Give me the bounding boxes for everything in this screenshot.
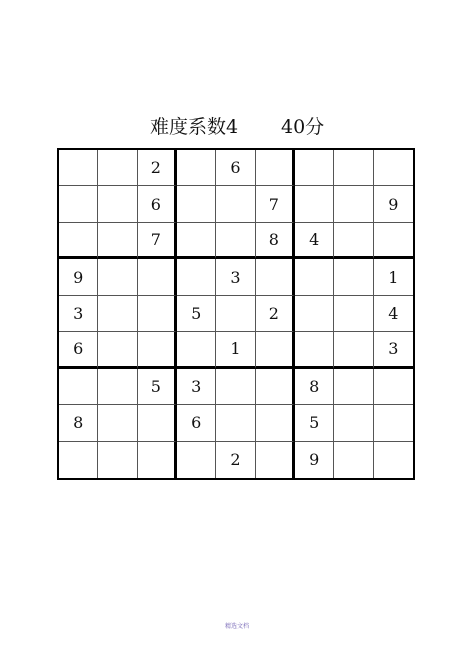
sudoku-cell-r1-c1[interactable] [59, 150, 98, 186]
sudoku-cell-r5-c5[interactable] [216, 296, 255, 332]
sudoku-cell-r9-c1[interactable] [59, 442, 98, 478]
sudoku-cell-r4-c8[interactable] [334, 259, 373, 295]
sudoku-cell-r7-c7[interactable]: 8 [295, 369, 334, 405]
sudoku-cell-r9-c3[interactable] [138, 442, 177, 478]
sudoku-cell-r2-c7[interactable] [295, 186, 334, 222]
sudoku-cell-r6-c3[interactable] [138, 332, 177, 368]
sudoku-cell-r4-c9[interactable]: 1 [374, 259, 413, 295]
sudoku-cell-r8-c4[interactable]: 6 [177, 405, 216, 441]
footer-label: 精选文档 [224, 623, 249, 630]
sudoku-cell-r5-c3[interactable] [138, 296, 177, 332]
sudoku-cell-r8-c7[interactable]: 5 [295, 405, 334, 441]
sudoku-cell-r7-c5[interactable] [216, 369, 255, 405]
sudoku-cell-r1-c6[interactable] [256, 150, 295, 186]
sudoku-cell-r3-c6[interactable]: 8 [256, 223, 295, 259]
sudoku-cell-r4-c2[interactable] [98, 259, 137, 295]
sudoku-board [57, 148, 415, 480]
sudoku-cell-r6-c7[interactable] [295, 332, 334, 368]
sudoku-cell-r7-c3[interactable]: 5 [138, 369, 177, 405]
sudoku-cell-r3-c7[interactable]: 4 [295, 223, 334, 259]
sudoku-cell-r9-c5[interactable]: 2 [216, 442, 255, 478]
sudoku-cell-r2-c3[interactable]: 6 [138, 186, 177, 222]
sudoku-cell-r6-c1[interactable]: 6 [59, 332, 98, 368]
sudoku-cell-r4-c3[interactable] [138, 259, 177, 295]
sudoku-cell-r1-c9[interactable] [374, 150, 413, 186]
sudoku-cell-r4-c7[interactable] [295, 259, 334, 295]
sudoku-cell-r7-c2[interactable] [98, 369, 137, 405]
sudoku-cell-r4-c6[interactable] [256, 259, 295, 295]
sudoku-cell-r5-c9[interactable]: 4 [374, 296, 413, 332]
sudoku-cell-r9-c7[interactable]: 9 [295, 442, 334, 478]
sudoku-cell-r4-c1[interactable]: 9 [59, 259, 98, 295]
sudoku-cell-r2-c5[interactable] [216, 186, 255, 222]
sudoku-cell-r8-c9[interactable] [374, 405, 413, 441]
difficulty-title: 难度系数4 [150, 116, 239, 138]
sudoku-cell-r2-c8[interactable] [334, 186, 373, 222]
sudoku-cell-r8-c2[interactable] [98, 405, 137, 441]
sudoku-cell-r2-c1[interactable] [59, 186, 98, 222]
sudoku-cell-r5-c4[interactable]: 5 [177, 296, 216, 332]
sudoku-cell-r2-c6[interactable]: 7 [256, 186, 295, 222]
sudoku-cell-r7-c6[interactable] [256, 369, 295, 405]
sudoku-cell-r8-c5[interactable] [216, 405, 255, 441]
sudoku-cell-r3-c1[interactable] [59, 223, 98, 259]
sudoku-cell-r8-c8[interactable] [334, 405, 373, 441]
sudoku-cell-r3-c9[interactable] [374, 223, 413, 259]
sudoku-cell-r6-c5[interactable]: 1 [216, 332, 255, 368]
sudoku-cell-r5-c7[interactable] [295, 296, 334, 332]
sudoku-cell-r9-c4[interactable] [177, 442, 216, 478]
sudoku-cell-r5-c8[interactable] [334, 296, 373, 332]
sudoku-cell-r9-c2[interactable] [98, 442, 137, 478]
sudoku-cell-r3-c8[interactable] [334, 223, 373, 259]
sudoku-cell-r3-c2[interactable] [98, 223, 137, 259]
sudoku-cell-r1-c4[interactable] [177, 150, 216, 186]
sudoku-cell-r4-c5[interactable]: 3 [216, 259, 255, 295]
sudoku-cell-r1-c2[interactable] [98, 150, 137, 186]
sudoku-cell-r2-c2[interactable] [98, 186, 137, 222]
score-title: 40分 [281, 116, 325, 138]
sudoku-cell-r6-c9[interactable]: 3 [374, 332, 413, 368]
sudoku-cell-r1-c3[interactable]: 2 [138, 150, 177, 186]
sudoku-cell-r5-c1[interactable]: 3 [59, 296, 98, 332]
sudoku-cell-r8-c1[interactable]: 8 [59, 405, 98, 441]
sudoku-cell-r6-c8[interactable] [334, 332, 373, 368]
sudoku-cell-r6-c6[interactable] [256, 332, 295, 368]
sudoku-cell-r1-c8[interactable] [334, 150, 373, 186]
sudoku-cell-r3-c4[interactable] [177, 223, 216, 259]
sudoku-cell-r6-c4[interactable] [177, 332, 216, 368]
sudoku-cell-r3-c5[interactable] [216, 223, 255, 259]
sudoku-cell-r7-c1[interactable] [59, 369, 98, 405]
sudoku-cell-r5-c2[interactable] [98, 296, 137, 332]
title-row [0, 112, 474, 142]
sudoku-cell-r1-c7[interactable] [295, 150, 334, 186]
sudoku-cell-r2-c9[interactable]: 9 [374, 186, 413, 222]
sudoku-cell-r9-c9[interactable] [374, 442, 413, 478]
sudoku-cell-r7-c9[interactable] [374, 369, 413, 405]
sudoku-cell-r5-c6[interactable]: 2 [256, 296, 295, 332]
sudoku-cell-r3-c3[interactable]: 7 [138, 223, 177, 259]
sudoku-cell-r8-c6[interactable] [256, 405, 295, 441]
sudoku-cell-r8-c3[interactable] [138, 405, 177, 441]
sudoku-cell-r9-c6[interactable] [256, 442, 295, 478]
sudoku-cell-r4-c4[interactable] [177, 259, 216, 295]
sudoku-cell-r7-c8[interactable] [334, 369, 373, 405]
sudoku-cell-r6-c2[interactable] [98, 332, 137, 368]
sudoku-cell-r9-c8[interactable] [334, 442, 373, 478]
sudoku-cell-r7-c4[interactable]: 3 [177, 369, 216, 405]
sudoku-cell-r2-c4[interactable] [177, 186, 216, 222]
sudoku-cell-r1-c5[interactable]: 6 [216, 150, 255, 186]
